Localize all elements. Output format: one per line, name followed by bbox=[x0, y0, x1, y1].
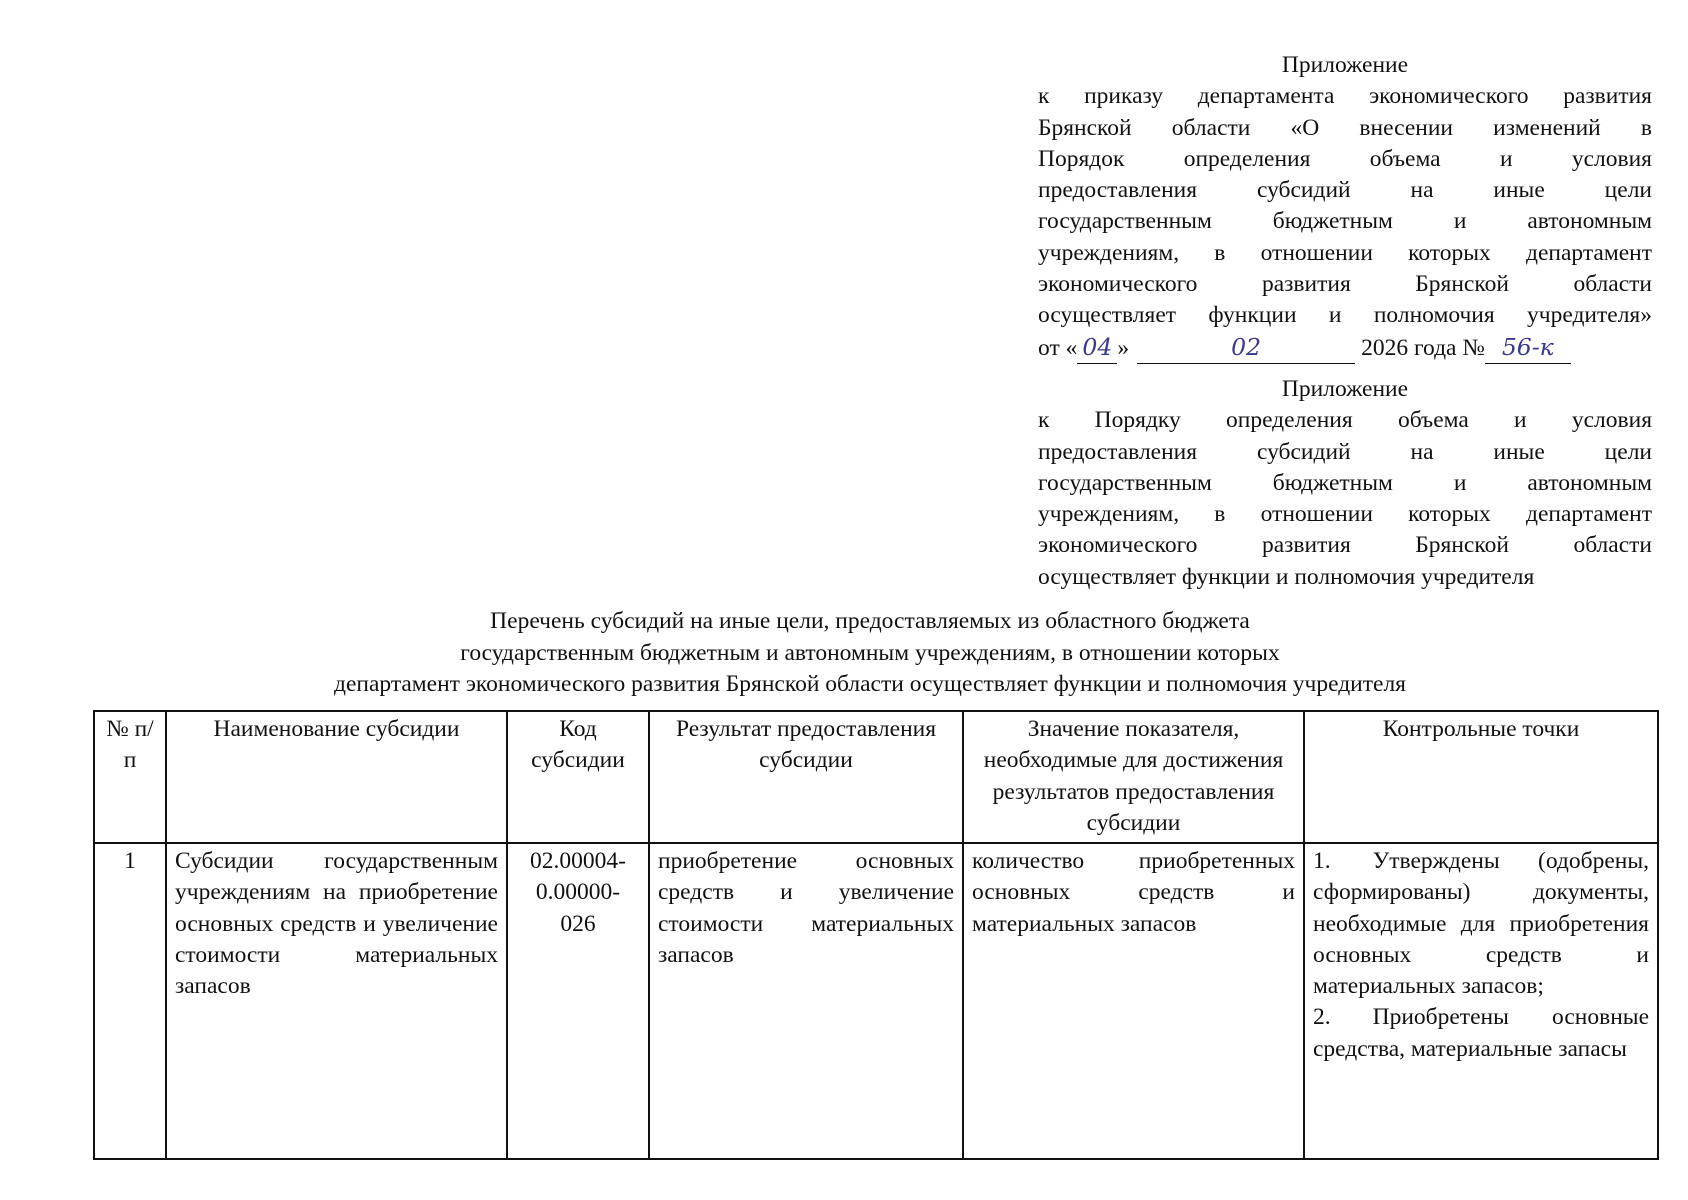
cell-checkpoints bbox=[1304, 843, 1658, 1159]
checkpoint-item bbox=[1313, 1002, 1649, 1065]
cell-number: 1 bbox=[94, 843, 166, 1159]
rule-appendix-line: учреждениям, в отношении которых департамент bbox=[1038, 501, 1652, 528]
list-title-line: Перечень субсидий на иные цели, предоставляемых из областного бюджета bbox=[490, 608, 1250, 634]
header-indicator: Значение показателя, необходимые для достижения результатов предоставления субсидии bbox=[963, 711, 1304, 843]
rule-appendix-line: государственным бюджетным и автономным bbox=[1038, 469, 1652, 496]
handwritten-day: 04 bbox=[1077, 332, 1117, 364]
order-appendix-line: осуществляет функции и полномочия учредителя» bbox=[1038, 302, 1652, 329]
table-header-row bbox=[94, 711, 1658, 843]
cell-result: приобретение основных средств и увеличение стоимости материальных запасов bbox=[649, 843, 963, 1159]
rule-appendix-line: экономического развития Брянской области bbox=[1038, 532, 1652, 559]
handwritten-month: 02 bbox=[1137, 332, 1355, 364]
list-title bbox=[230, 606, 1510, 701]
code-line: 02.00004- bbox=[530, 848, 626, 874]
order-appendix-line: экономического развития Брянской области bbox=[1038, 271, 1652, 298]
header-result: Результат предоставления субсидии bbox=[649, 711, 963, 843]
code-line: 026 bbox=[560, 910, 596, 937]
order-appendix-line: предоставления субсидий на иные цели bbox=[1038, 177, 1652, 204]
handwritten-order-number: 56-к bbox=[1485, 332, 1571, 364]
order-appendix bbox=[1038, 50, 1652, 364]
order-appendix-line: государственным бюджетным и автономным bbox=[1038, 208, 1652, 235]
list-title-line: департамент экономического развития Брянской области осуществляет функции и полномочия учредителя bbox=[333, 671, 1406, 697]
checkpoint-text: Утверждены (одобрены, сформированы) документы, необходимые для приобретения основных средств и материальных запасов; bbox=[1313, 848, 1649, 1000]
date-year-text: 2026 года № bbox=[1361, 334, 1485, 361]
subsidy-table bbox=[93, 710, 1659, 1160]
rule-appendix-line: к Порядку определения объема и условия bbox=[1038, 407, 1652, 434]
rule-appendix-heading: Приложение bbox=[1281, 376, 1409, 402]
order-appendix-heading: Приложение bbox=[1281, 52, 1409, 78]
date-prefix: от « bbox=[1038, 334, 1078, 361]
checkpoint-number: 2. bbox=[1313, 1004, 1331, 1031]
table-row bbox=[94, 843, 1658, 1159]
rule-appendix bbox=[1038, 374, 1652, 593]
rule-appendix-line: осуществляет функции и полномочия учредителя bbox=[1038, 563, 1535, 590]
order-date-line bbox=[1038, 332, 1652, 364]
checkpoint-number: 1. bbox=[1313, 848, 1331, 874]
checkpoint-item bbox=[1313, 846, 1649, 1002]
header-subsidy-code: Код субсидии bbox=[507, 711, 649, 843]
header-checkpoints: Контрольные точки bbox=[1304, 711, 1658, 843]
order-appendix-line: к приказу департамента экономического развития bbox=[1038, 83, 1652, 110]
checkpoint-text: Приобретены основные средства, материальные запасы bbox=[1313, 1004, 1649, 1062]
date-quote-close: » bbox=[1117, 334, 1130, 361]
order-appendix-line: учреждениям, в отношении которых департамент bbox=[1038, 239, 1652, 266]
order-appendix-line: Брянской области «О внесении изменений в bbox=[1038, 114, 1652, 141]
cell-indicator: количество приобретенных основных средств и материальных запасов bbox=[963, 843, 1304, 1159]
order-appendix-line: Порядок определения объема и условия bbox=[1038, 145, 1652, 172]
code-line: 0.00000- bbox=[535, 879, 621, 906]
rule-appendix-line: предоставления субсидий на иные цели bbox=[1038, 438, 1652, 465]
header-number: № п/п bbox=[94, 711, 166, 843]
list-title-line: государственным бюджетным и автономным учреждениям, в отношении которых bbox=[460, 639, 1280, 666]
cell-subsidy-code bbox=[507, 843, 649, 1159]
header-subsidy-name: Наименование субсидии bbox=[166, 711, 507, 843]
cell-subsidy-name: Субсидии государственным учреждениям на приобретение основных средств и увеличение стоимости материальных запасов bbox=[166, 843, 507, 1159]
